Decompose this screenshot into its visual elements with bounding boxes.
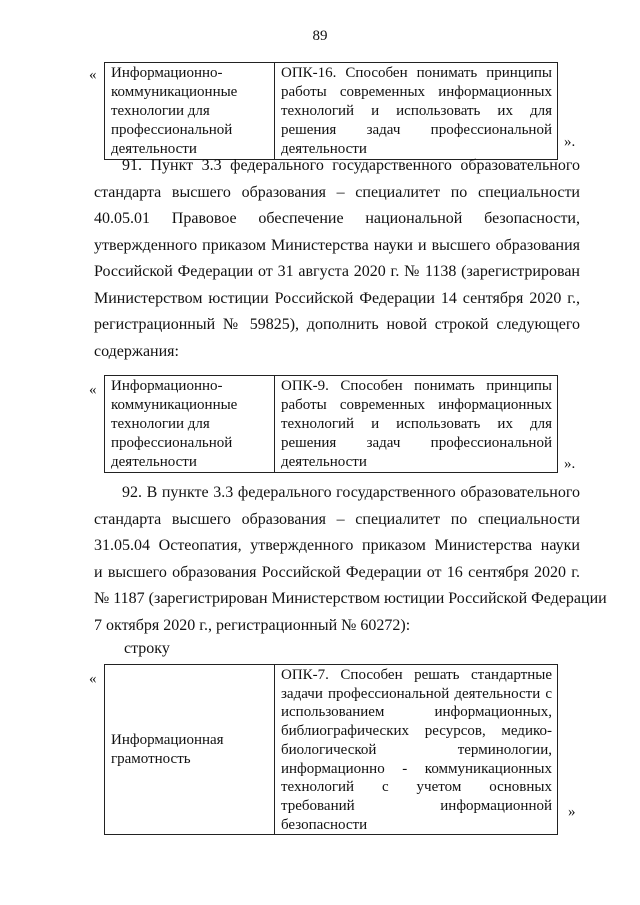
open-quote: « xyxy=(89,671,97,687)
paragraph-92-line: 92. В пункте 3.3 федерального государственного образовательного xyxy=(122,484,580,501)
close-quote: ». xyxy=(564,134,576,150)
close-quote: » xyxy=(568,804,576,820)
open-quote: « xyxy=(89,67,97,83)
paragraph-91-line: 91. Пункт 3.3 федерального государственного образовательного xyxy=(122,157,580,174)
table1-competence-description: ОПК-16. Способен понимать принципы работы современных информационных технологий и использовать их для решения задач профессиональной деятельности xyxy=(275,63,558,160)
paragraph-92-line: 31.05.04 Остеопатия, утвержденного приказом Министерства науки xyxy=(94,537,580,554)
paragraph-92-line: и высшего образования Российской Федерации от 16 сентября 2020 г. xyxy=(94,563,580,581)
page-number: 89 xyxy=(312,28,328,44)
paragraph-92-line: № 1187 (зарегистрирован Министерством юстиции Российской Федерации xyxy=(94,590,607,607)
paragraph-91-line: утвержденного приказом Министерства науки и высшего образования xyxy=(94,236,580,254)
paragraph-92-line: 7 октября 2020 г., регистрационный № 60272): xyxy=(94,616,411,634)
table3-competence-group: Информационная грамотность xyxy=(105,665,275,835)
paragraph-92 xyxy=(94,480,607,639)
paragraph-92-line: стандарта высшего образования – специалитет по специальности xyxy=(94,510,580,528)
paragraph-91-line: 40.05.01 Правовое обеспечение национальной безопасности, xyxy=(94,210,580,227)
paragraph-91-line: регистрационный № 59825), дополнить новой строкой следующего xyxy=(94,316,580,333)
insert-table-3 xyxy=(104,664,558,835)
table2-competence-description: ОПК-9. Способен понимать принципы работы современных информационных технологий и использовать их для решения задач профессиональной деятельности xyxy=(275,376,558,473)
paragraph-91-line: Министерством юстиции Российской Федерации 14 сентября 2020 г., xyxy=(94,289,580,307)
table2-competence-group: Информационно-коммуникационные технологии для профессиональной деятельности xyxy=(105,376,275,473)
paragraph-91-line: содержания: xyxy=(94,342,179,360)
table3-competence-description: ОПК-7. Способен решать стандартные задачи профессиональной деятельности с использованием информационных, библиографических ресурсов, медико-биологической терминологии, информационно - коммуникационных технологий с учетом основных требований информационной безопасности xyxy=(275,665,558,835)
insert-table-1 xyxy=(104,62,558,160)
word-stroku: строку xyxy=(124,640,170,657)
insert-table-2 xyxy=(104,375,558,473)
close-quote: ». xyxy=(564,456,576,472)
open-quote: « xyxy=(89,382,97,398)
paragraph-91-line: стандарта высшего образования – специалитет по специальности xyxy=(94,183,580,201)
paragraph-91-line: Российской Федерации от 31 августа 2020 г. № 1138 (зарегистрирован xyxy=(94,263,580,280)
paragraph-91 xyxy=(94,153,580,365)
table1-competence-group: Информационно-коммуникационные технологии для профессиональной деятельности xyxy=(105,63,275,160)
